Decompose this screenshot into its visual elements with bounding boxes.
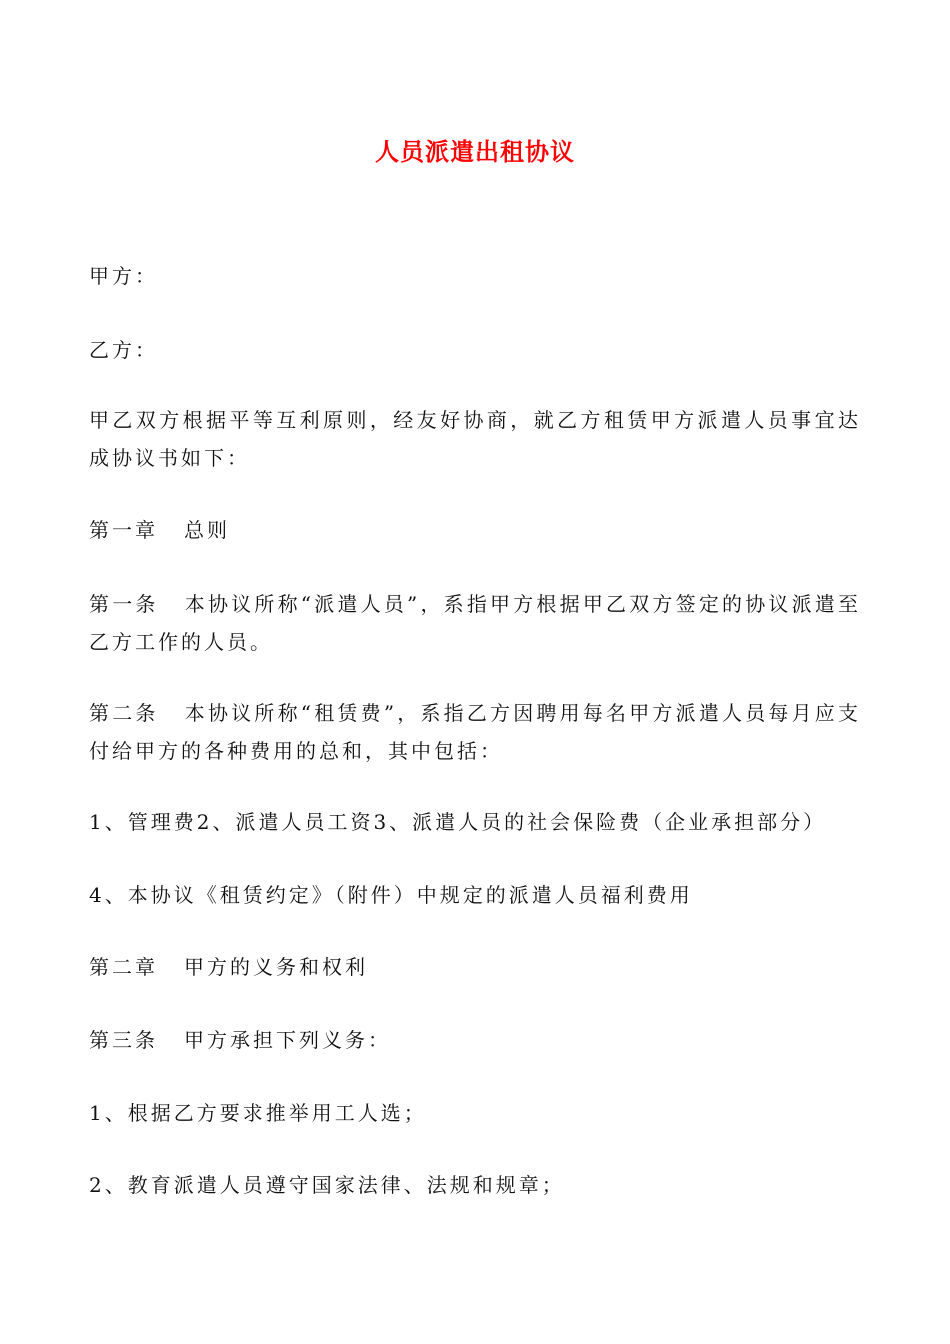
chapter-2-label: 第二章 [89, 955, 158, 979]
duty-1-line: 1、根据乙方要求推举用工人选； [89, 1101, 427, 1125]
article-2-text: 本协议所称“租赁费”，系指乙方因聘用每名甲方派遣人员每月应支付给甲方的各种费用的总和，其中包括： [89, 701, 862, 763]
article-3-label: 第三条 [89, 1028, 158, 1052]
chapter-1-title: 总则 [184, 518, 230, 542]
chapter-2-heading [89, 948, 861, 986]
article-1-paragraph [89, 585, 861, 661]
article-3-text: 甲方承担下列义务： [184, 1028, 391, 1052]
article-2-label: 第二条 [89, 701, 159, 725]
intro-paragraph: 甲乙双方根据平等互利原则，经友好协商，就乙方租赁甲方派遣人员事宜达成协议书如下： [89, 408, 861, 470]
article-2-paragraph [89, 694, 861, 770]
article-3-paragraph [89, 1021, 861, 1059]
fee-item-4-line: 4、本协议《租赁约定》（附件）中规定的派遣人员福利费用 [89, 883, 693, 907]
document-title: 人员派遣出租协议 [375, 138, 575, 166]
chapter-1-label: 第一章 [89, 518, 158, 542]
chapter-2-title: 甲方的义务和权利 [184, 955, 368, 979]
party-a-line: 甲方： [89, 264, 158, 288]
article-1-text: 本协议所称“派遣人员”，系指甲方根据甲乙双方签定的协议派遣至乙方工作的人员。 [89, 592, 862, 654]
article-1-label: 第一条 [89, 592, 159, 616]
party-b-line: 乙方： [89, 338, 158, 362]
fee-items-line: 1、管理费2、派遣人员工资3、派遣人员的社会保险费（企业承担部分） [89, 810, 827, 834]
duty-2-line: 2、教育派遣人员遵守国家法律、法规和规章； [89, 1173, 565, 1197]
chapter-1-heading [89, 511, 861, 549]
